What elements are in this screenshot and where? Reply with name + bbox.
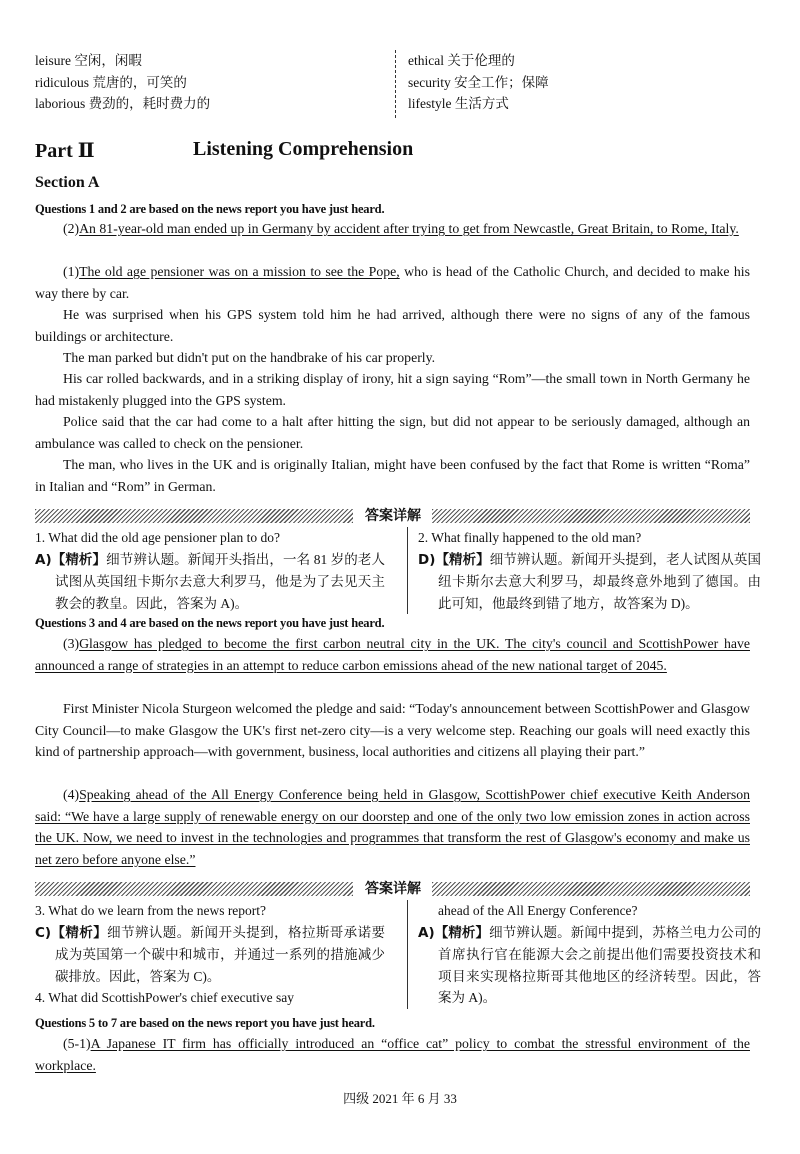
question-group-header: Questions 5 to 7 are based on the news report you have just heard. (35, 1016, 375, 1030)
answer-explanation-label: 答案详解 (365, 881, 421, 897)
news-paragraph: (1)The old age pensioner was on a mission to see the Pope, who is head of the Catholic Church, and decided to make his way there by car. (35, 264, 750, 301)
answer-analysis: C)【精析】细节辨认题。新闻开头提到，格拉斯哥承诺要成为英国第一个碳中和城市，并通过一系列的措施减少碳排放。因此，答案为 C)。 (35, 924, 386, 984)
answer-ref: (2) (63, 221, 80, 236)
vocab-item: ridiculous 荒唐的，可笑的 (35, 74, 187, 90)
answer-column-right (407, 527, 761, 614)
news-paragraph: The man parked but didn't put on the handbrake of his car properly. (63, 350, 436, 365)
news-paragraph (35, 1033, 750, 1076)
answer-analysis: D)【精析】细节辨认题。新闻开头提到，老人试图从英国纽卡斯尔去意大利罗马，却最终意外地到了德国。由此可知，他最终到错了地方，故答案为 D)。 (418, 551, 761, 611)
hatch-decoration (35, 882, 353, 896)
hatch-decoration (432, 509, 750, 523)
news-paragraph: His car rolled backwards, and in a striking display of irony, hit a sign saying “Rom”—the small town in North Germany he had mistakenly plugged into the GPS system. (35, 371, 750, 408)
news-paragraph (35, 633, 750, 676)
key-sentence: A Japanese IT firm has officially introduced an “office cat” policy to combat the stressful environment of the workplace. (35, 1036, 750, 1073)
news-paragraph: He was surprised when his GPS system told him he had arrived, although there were no signs of any of the famous buildings or architecture. (35, 307, 750, 344)
news-paragraph: The man, who lives in the UK and is originally Italian, might have been confused by the fact that Rome is written “Roma” in Italian and “Rom” in German. (35, 457, 750, 494)
key-sentence: The old age pensioner was on a mission to see the Pope, (79, 264, 400, 279)
news-paragraph (35, 218, 750, 240)
hatch-decoration (432, 882, 750, 896)
question: 1. What did the old age pensioner plan to do? (35, 530, 280, 545)
answer-analysis: A)【精析】细节辨认题。新闻中提到，苏格兰电力公司的首席执行官在能源大会之前提出他们需要投资技术和项目来实现格拉斯哥其他地区的经济转型。因此，答案为 A)。 (418, 924, 762, 1005)
key-sentence: Glasgow has pledged to become the first carbon neutral city in the UK. The city's council and ScottishPower have announced a range of strategies in an attempt to reduce carbon emissions ahead of the new national target of 2045. (35, 636, 750, 673)
answer-ref: (3) (63, 636, 80, 651)
news-paragraph: First Minister Nicola Sturgeon welcomed the pledge and said: “Today's announcement between ScottishPower and Glasgow City Council—to make Glasgow the UK's first net-zero city—is a very welcome step. Reaching our goals will need exactly this kind of partnership approach—with government, business, local authorities and citizens all playing their part.” (35, 701, 750, 759)
vocab-item: lifestyle 生活方式 (408, 96, 509, 111)
answer-column-left (35, 527, 385, 614)
answer-explanation-label: 答案详解 (365, 508, 421, 524)
key-sentence: An 81-year-old man ended up in Germany by accident after trying to get from Newcastle, Great Britain, to Rome, Italy. (79, 221, 739, 236)
answer-ref: (5-1) (63, 1036, 91, 1051)
question: 4. What did ScottishPower's chief executive say (35, 990, 294, 1005)
news-paragraph: Police said that the car had come to a halt after hitting the sign, but did not appear to be seriously damaged, although an ambulance was called to check on the pensioner. (35, 414, 750, 451)
news-paragraph (35, 784, 750, 870)
question: 2. What finally happened to the old man? (418, 530, 642, 545)
vocabulary-left-column (35, 50, 210, 115)
answer-analysis: A)【精析】细节辨认题。新闻开头指出，一名 81 岁的老人试图从英国纽卡斯尔去意大利罗马，他是为了去见天主教会的教皇。因此，答案为 A)。 (35, 551, 386, 611)
section-heading: Section A (35, 174, 100, 191)
question: 3. What do we learn from the news report? (35, 903, 267, 918)
hatch-decoration (35, 509, 353, 523)
vocabulary-right-column (395, 50, 549, 118)
question-group-header: Questions 1 and 2 are based on the news report you have just heard. (35, 202, 385, 216)
part-heading (35, 138, 765, 164)
answer-column-left (35, 900, 385, 1009)
part-name: Listening Comprehension (193, 138, 414, 160)
answer-column-right (407, 900, 761, 1009)
answer-ref: (4) (63, 787, 80, 802)
page-footer: 四级 2021 年 6 月 33 (343, 1091, 457, 1106)
question-continuation: ahead of the All Energy Conference? (438, 903, 638, 918)
answer-ref: (1) (63, 264, 80, 279)
key-sentence: Speaking ahead of the All Energy Conference being held in Glasgow, ScottishPower chief executive Keith Anderson said: “We have a large supply of renewable energy on our doorstep and one of the only two low emission zones in action across the UK. Now, we need to invest in the technologies and programmes that transform the rest of Glasgow's economy and make us net zero before anyone else.” (35, 787, 750, 867)
answer-explanation-banner (35, 879, 750, 899)
part-number: Part Ⅱ (35, 140, 95, 162)
question-group-header: Questions 3 and 4 are based on the news report you have just heard. (35, 616, 385, 630)
vocab-item: leisure 空闲，闲暇 (35, 53, 142, 68)
vocab-item: ethical 关于伦理的 (408, 53, 515, 68)
vocab-item: security 安全工作；保障 (408, 74, 549, 90)
answer-explanation-banner (35, 506, 750, 526)
vocab-item: laborious 费劲的，耗时费力的 (35, 96, 211, 111)
